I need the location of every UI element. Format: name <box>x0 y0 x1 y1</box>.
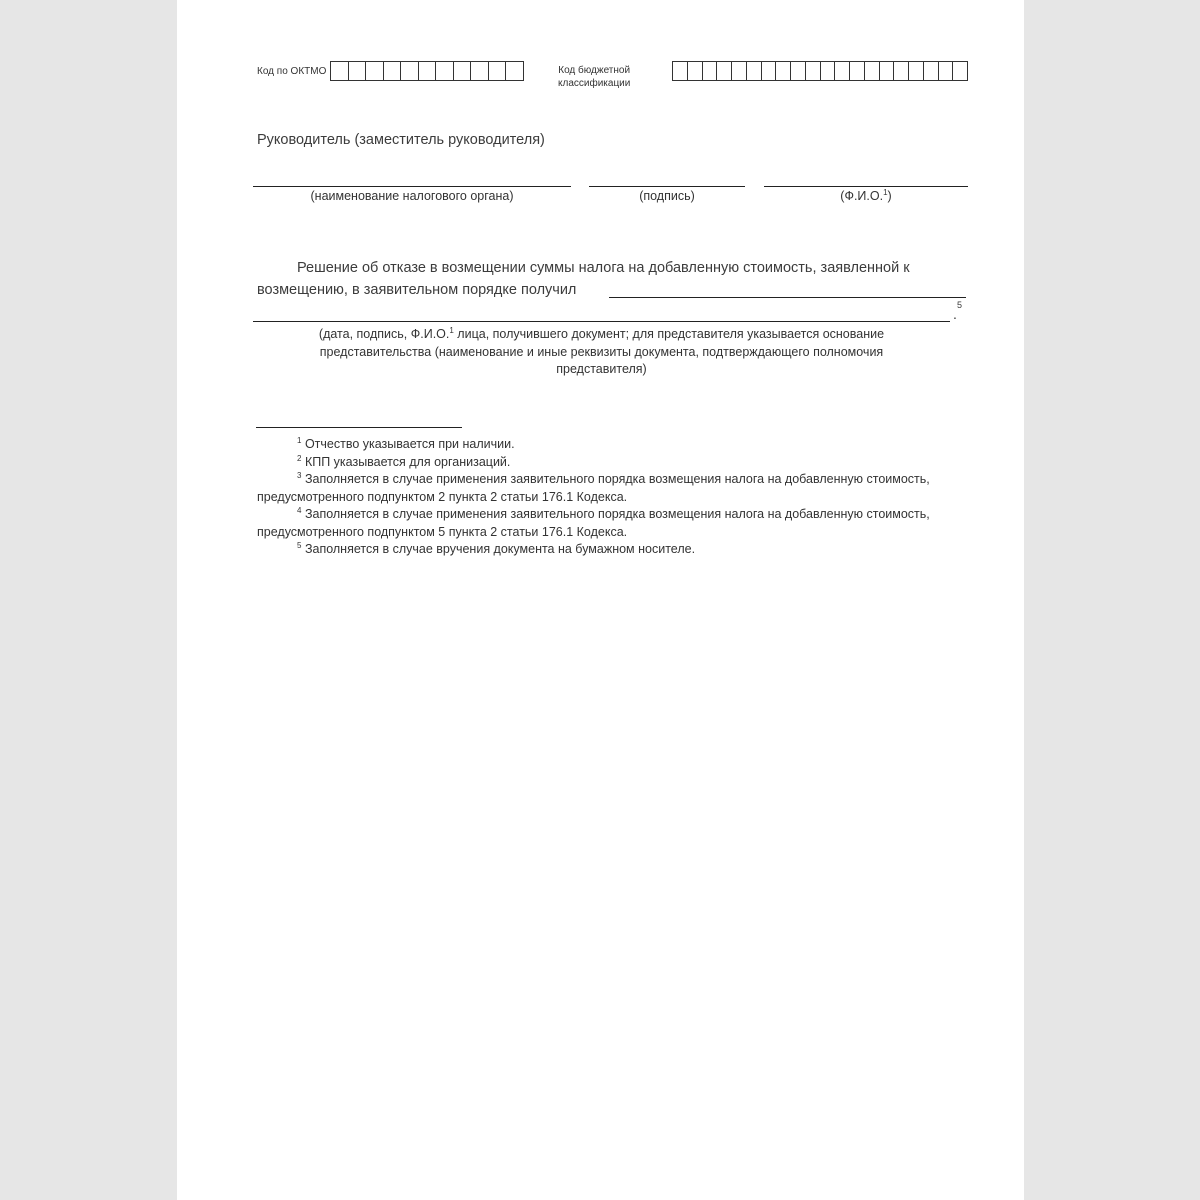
footnote-4-num: 4 <box>297 506 302 515</box>
footnote-1-text: Отчество указывается при наличии. <box>304 437 515 451</box>
receiver-caption-line3: представителя) <box>556 362 647 376</box>
footnote-2-num: 2 <box>297 453 302 463</box>
footnote-1-num: 1 <box>297 436 302 445</box>
footnote-5-num: 5 <box>297 541 302 550</box>
footnote-2 <box>257 454 977 472</box>
org-line[interactable] <box>253 186 571 187</box>
sign-line[interactable] <box>589 186 745 187</box>
fio-caption <box>764 189 968 203</box>
fio-line[interactable] <box>764 186 968 187</box>
receiver-caption-part-b: лица, получившего документ; для представителя указывается основание <box>453 327 885 341</box>
receiver-line-1[interactable] <box>609 297 966 298</box>
footnote-2-text: КПП указывается для организаций. <box>304 454 511 469</box>
decision-line2: возмещению, в заявительном порядке получил <box>257 282 577 298</box>
footnotes <box>257 436 977 559</box>
kbk-label <box>558 64 630 90</box>
footnote-3-text: Заполняется в случае применения заявительного порядка возмещения налога на добавленную стоимость, <box>304 472 930 486</box>
footnote-4 <box>257 506 977 524</box>
footnote-5 <box>257 541 977 559</box>
receiver-caption <box>253 326 950 379</box>
footnote-3-num: 3 <box>297 471 302 480</box>
sign-caption: (подпись) <box>639 189 695 203</box>
fio-caption-close: ) <box>887 189 892 203</box>
oktmo-cells[interactable] <box>330 61 524 81</box>
org-caption: (наименование налогового органа) <box>310 189 514 203</box>
kbk-cells[interactable] <box>672 61 968 81</box>
oktmo-label: Код по ОКТМО <box>257 66 327 77</box>
kbk-label-line1: Код бюджетной <box>558 65 631 76</box>
decision-end-dot: . <box>953 306 957 322</box>
fio-caption-sup: 1 <box>883 188 888 197</box>
document-page <box>177 0 1024 1200</box>
footnote-1 <box>257 436 977 454</box>
head-title: Руководитель (заместитель руководителя) <box>257 132 545 148</box>
footnote-3-cont: предусмотренного подпунктом 2 пункта 2 статьи 176.1 Кодекса. <box>257 489 628 504</box>
footnote-3 <box>257 471 977 489</box>
receiver-caption-sup: 1 <box>449 326 454 335</box>
kbk-label-line2: классификации <box>558 78 631 89</box>
receiver-caption-part-a: (дата, подпись, Ф.И.О. <box>318 327 450 341</box>
footnote-separator <box>256 427 462 428</box>
receiver-caption-line2: представительства (наименование и иные реквизиты документа, подтверждающего полномочия <box>319 344 884 359</box>
decision-footnote-ref: 5 <box>957 300 963 310</box>
footnote-4-cont: предусмотренного подпунктом 5 пункта 2 статьи 176.1 Кодекса. <box>257 524 628 539</box>
footnote-5-text: Заполняется в случае вручения документа на бумажном носителе. <box>304 542 696 556</box>
decision-line1: Решение об отказе в возмещении суммы налога на добавленную стоимость, заявленной к <box>297 260 910 276</box>
footnote-4-text: Заполняется в случае применения заявительного порядка возмещения налога на добавленную стоимость, <box>304 507 930 521</box>
receiver-caption-line1 <box>253 326 950 344</box>
fio-caption-text: (Ф.И.О. <box>840 189 884 203</box>
receiver-line-2[interactable] <box>253 321 950 322</box>
